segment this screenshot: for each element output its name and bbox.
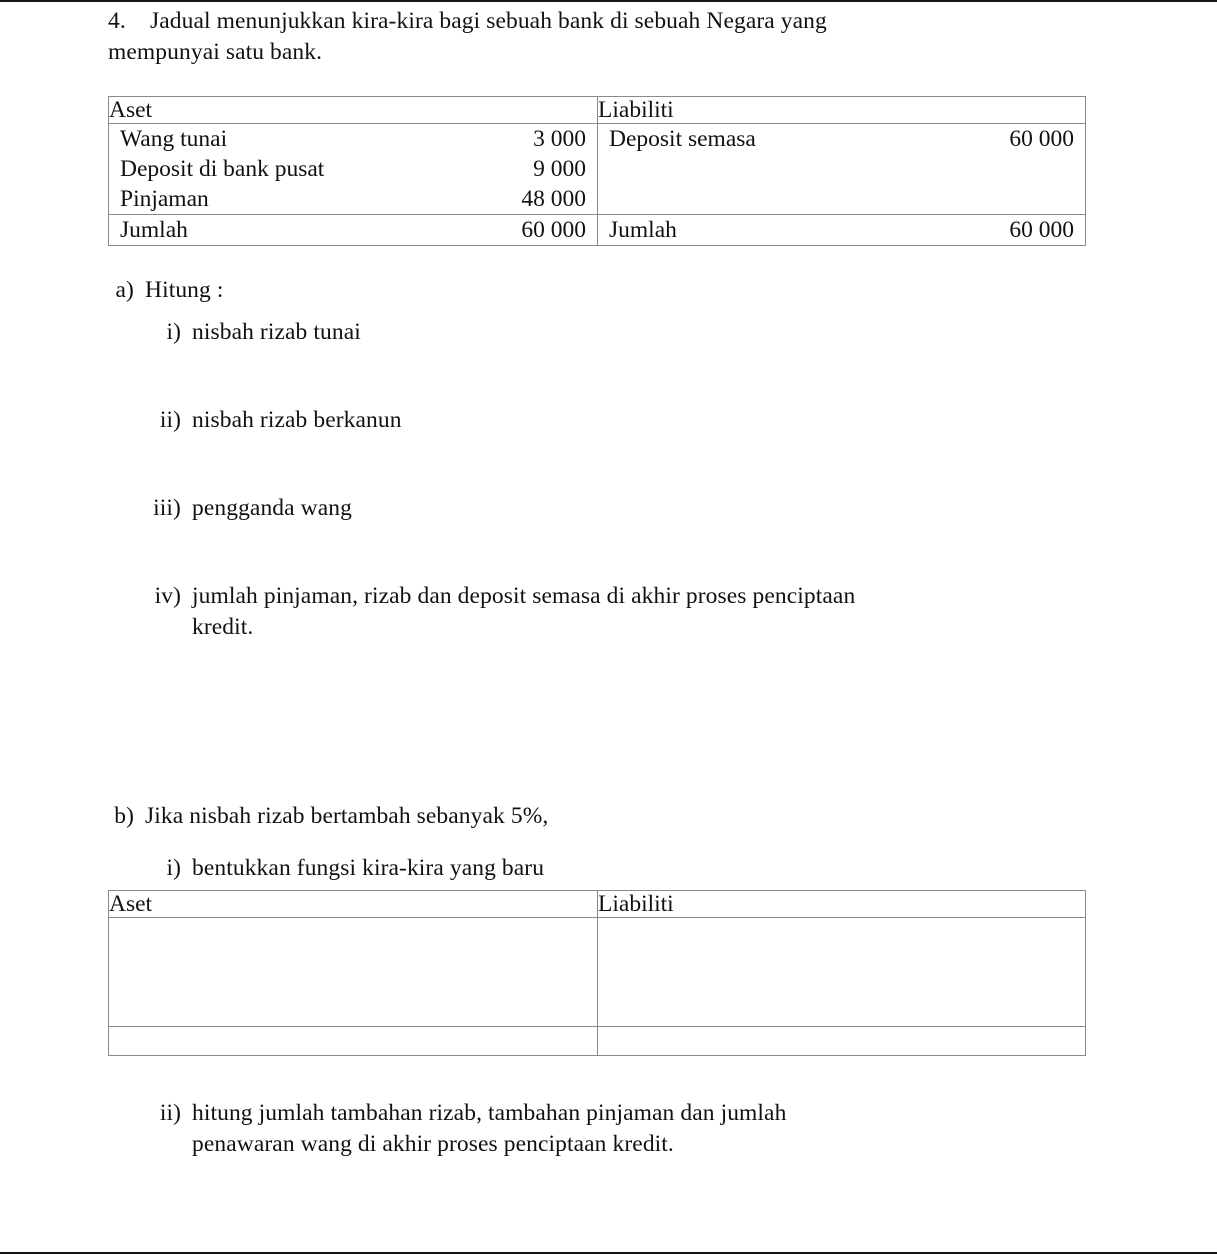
table-header-row bbox=[109, 97, 1086, 124]
liability-row bbox=[598, 124, 1085, 154]
asset-label: Wang tunai bbox=[120, 126, 228, 152]
liabilities-answer-cell[interactable] bbox=[598, 918, 1086, 1027]
part-a-item-iii bbox=[147, 493, 352, 524]
assets-answer-cell[interactable] bbox=[109, 918, 598, 1027]
part-a-text: Hitung : bbox=[145, 277, 224, 303]
part-a-item-iii-text: pengganda wang bbox=[192, 495, 352, 521]
assets-total-label: Jumlah bbox=[120, 217, 188, 243]
header-liabiliti: Liabiliti bbox=[598, 97, 1086, 124]
asset-row bbox=[109, 154, 597, 184]
part-a-marker: a) bbox=[115, 277, 134, 303]
part-a-item-i bbox=[147, 317, 361, 348]
part-b-marker: b) bbox=[114, 803, 134, 829]
assets-total-amount: 60 000 bbox=[521, 217, 586, 243]
question-text-line-1: Jadual menunjukkan kira-kira bagi sebuah bank di sebuah Negara yang bbox=[150, 8, 827, 34]
total-row-right bbox=[598, 215, 1085, 245]
balance-sheet-table-blank[interactable] bbox=[108, 890, 1086, 1056]
header-aset: Aset bbox=[109, 97, 598, 124]
asset-amount: 9 000 bbox=[533, 156, 586, 182]
table-total-row bbox=[109, 215, 1086, 246]
liabilities-total-cell bbox=[598, 215, 1086, 246]
liability-amount: 60 000 bbox=[1009, 126, 1074, 152]
liabilities-total-amount: 60 000 bbox=[1009, 217, 1074, 243]
part-a-item-iv-line-2: kredit. bbox=[192, 614, 254, 640]
assets-total-cell bbox=[109, 215, 598, 246]
asset-label: Deposit di bank pusat bbox=[120, 156, 325, 182]
part-a-item-i-text: nisbah rizab tunai bbox=[192, 319, 361, 345]
header-liabiliti: Liabiliti bbox=[598, 891, 1086, 918]
part-a-item-iv-line-1: jumlah pinjaman, rizab dan deposit semasa di akhir proses penciptaan bbox=[192, 583, 856, 609]
liabilities-total-answer-cell[interactable] bbox=[598, 1027, 1086, 1056]
part-a-heading bbox=[108, 275, 223, 306]
header-aset: Aset bbox=[109, 891, 598, 918]
asset-amount: 48 000 bbox=[521, 186, 586, 212]
question-number: 4. bbox=[108, 8, 126, 34]
asset-row bbox=[109, 124, 597, 154]
part-b-item-ii bbox=[147, 1098, 786, 1160]
part-a-item-iv bbox=[147, 581, 855, 643]
table-total-row bbox=[109, 1027, 1086, 1056]
part-b-item-ii-line-2: penawaran wang di akhir proses penciptaan kredit. bbox=[192, 1131, 674, 1157]
question-statement bbox=[108, 6, 1068, 68]
part-a-item-ii-marker: ii) bbox=[159, 407, 181, 433]
table-header-row bbox=[109, 891, 1086, 918]
asset-label: Pinjaman bbox=[120, 186, 209, 212]
assets-cell bbox=[109, 124, 598, 215]
part-b-item-i-marker: i) bbox=[166, 855, 181, 881]
table-body-row bbox=[109, 124, 1086, 215]
part-a-item-ii bbox=[147, 405, 402, 436]
question-line-1 bbox=[108, 6, 1068, 37]
asset-row bbox=[109, 184, 597, 214]
part-a-item-iv-marker: iv) bbox=[154, 583, 181, 609]
part-b-item-ii-line-1: hitung jumlah tambahan rizab, tambahan pinjaman dan jumlah bbox=[192, 1100, 787, 1126]
balance-sheet-table-original bbox=[108, 96, 1086, 246]
part-b-item-ii-marker: ii) bbox=[159, 1100, 181, 1126]
part-a-item-iv-text bbox=[192, 581, 855, 643]
part-b-heading bbox=[108, 801, 548, 832]
asset-amount: 3 000 bbox=[533, 126, 586, 152]
part-b-item-i-text: bentukkan fungsi kira-kira yang baru bbox=[192, 855, 545, 881]
liability-label: Deposit semasa bbox=[609, 126, 756, 152]
liabilities-total-label: Jumlah bbox=[609, 217, 677, 243]
part-a-item-i-marker: i) bbox=[166, 319, 181, 345]
part-b-text: Jika nisbah rizab bertambah sebanyak 5%, bbox=[145, 803, 549, 829]
part-a-item-iii-marker: iii) bbox=[153, 495, 181, 521]
part-a-item-ii-text: nisbah rizab berkanun bbox=[192, 407, 402, 433]
part-b-item-ii-text bbox=[192, 1098, 786, 1160]
table-body-row bbox=[109, 918, 1086, 1027]
question-line-2: mempunyai satu bank. bbox=[108, 39, 323, 65]
total-row-left bbox=[109, 215, 597, 245]
liabilities-cell bbox=[598, 124, 1086, 215]
assets-total-answer-cell[interactable] bbox=[109, 1027, 598, 1056]
part-b-item-i bbox=[147, 853, 544, 884]
